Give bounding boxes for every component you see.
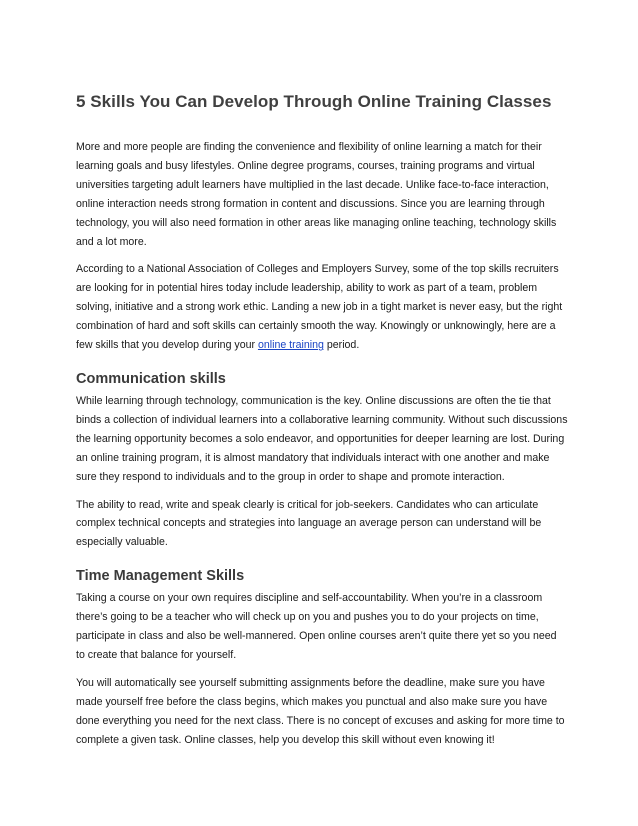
intro-paragraph-2-end: period.: [323, 339, 360, 352]
intro-paragraph-1: More and more people are finding the convenience and flexibility of online learning a match for their learning goals and busy lifestyles. Online degree programs, courses, training programs and virtual universities targeting adult learners have multiplied in the last decade. Unlike face-to-face interaction, online interaction needs strong formation in content and discussions. Since you are learning through technology, you will also need formation in other areas like managing online teaching, technology skills and a lot more.: [76, 141, 557, 248]
time-management-paragraph-2: You will automatically see yourself submitting assignments before the deadline, make sure you have made yourself free before the class begins, which makes you punctual and also make sure you have done everything you need for the next class. There is no concept of excuses and asking for more time to complete a given task. Online classes, help you develop this skill without even knowing it!: [76, 676, 565, 746]
communication-paragraph-2: The ability to read, write and speak clearly is critical for job-seekers. Candidates who can articulate complex technical concepts and strategies into language an average person can understand will be especially valuable.: [76, 498, 542, 549]
intro-paragraph-2-text: According to a National Association of Colleges and Employers Survey, some of the top skills recruiters are looking for in potential hires today include leadership, ability to work as part of a team, problem solving, initiative and a strong work ethic. Landing a new job in a tight market is never easy, but the right combination of hard and soft skills can certainly smooth the way. Knowingly or unknowingly, here are a few skills that you develop during your: [76, 263, 563, 352]
communication-paragraph-1: While learning through technology, communication is the key. Online discussions are often the tie that binds a collection of individual learners into a collaborative learning community. Without such discussions the learning opportunity becomes a solo endeavor, and opportunities for deeper learning are lost. During an online training program, it is almost mandatory that individuals interact with one another and make sure they respond to individuals and to the group in order to shape and promote interaction.: [76, 394, 568, 483]
section-heading-time-management: Time Management Skills: [76, 568, 245, 585]
intro-paragraph-2: [76, 260, 568, 355]
time-management-paragraph-1: Taking a course on your own requires discipline and self-accountability. When you’re in a classroom there’s going to be a teacher who will check up on you and pushes you to do your projects on time, participate in class and also be well-mannered. Open online courses aren’t quite there yet so you need to create that balance for yourself.: [76, 592, 557, 661]
document-title: 5 Skills You Can Develop Through Online Training Classes: [76, 92, 552, 111]
section-heading-communication: Communication skills: [76, 370, 226, 387]
online-training-link[interactable]: online training: [257, 339, 324, 352]
